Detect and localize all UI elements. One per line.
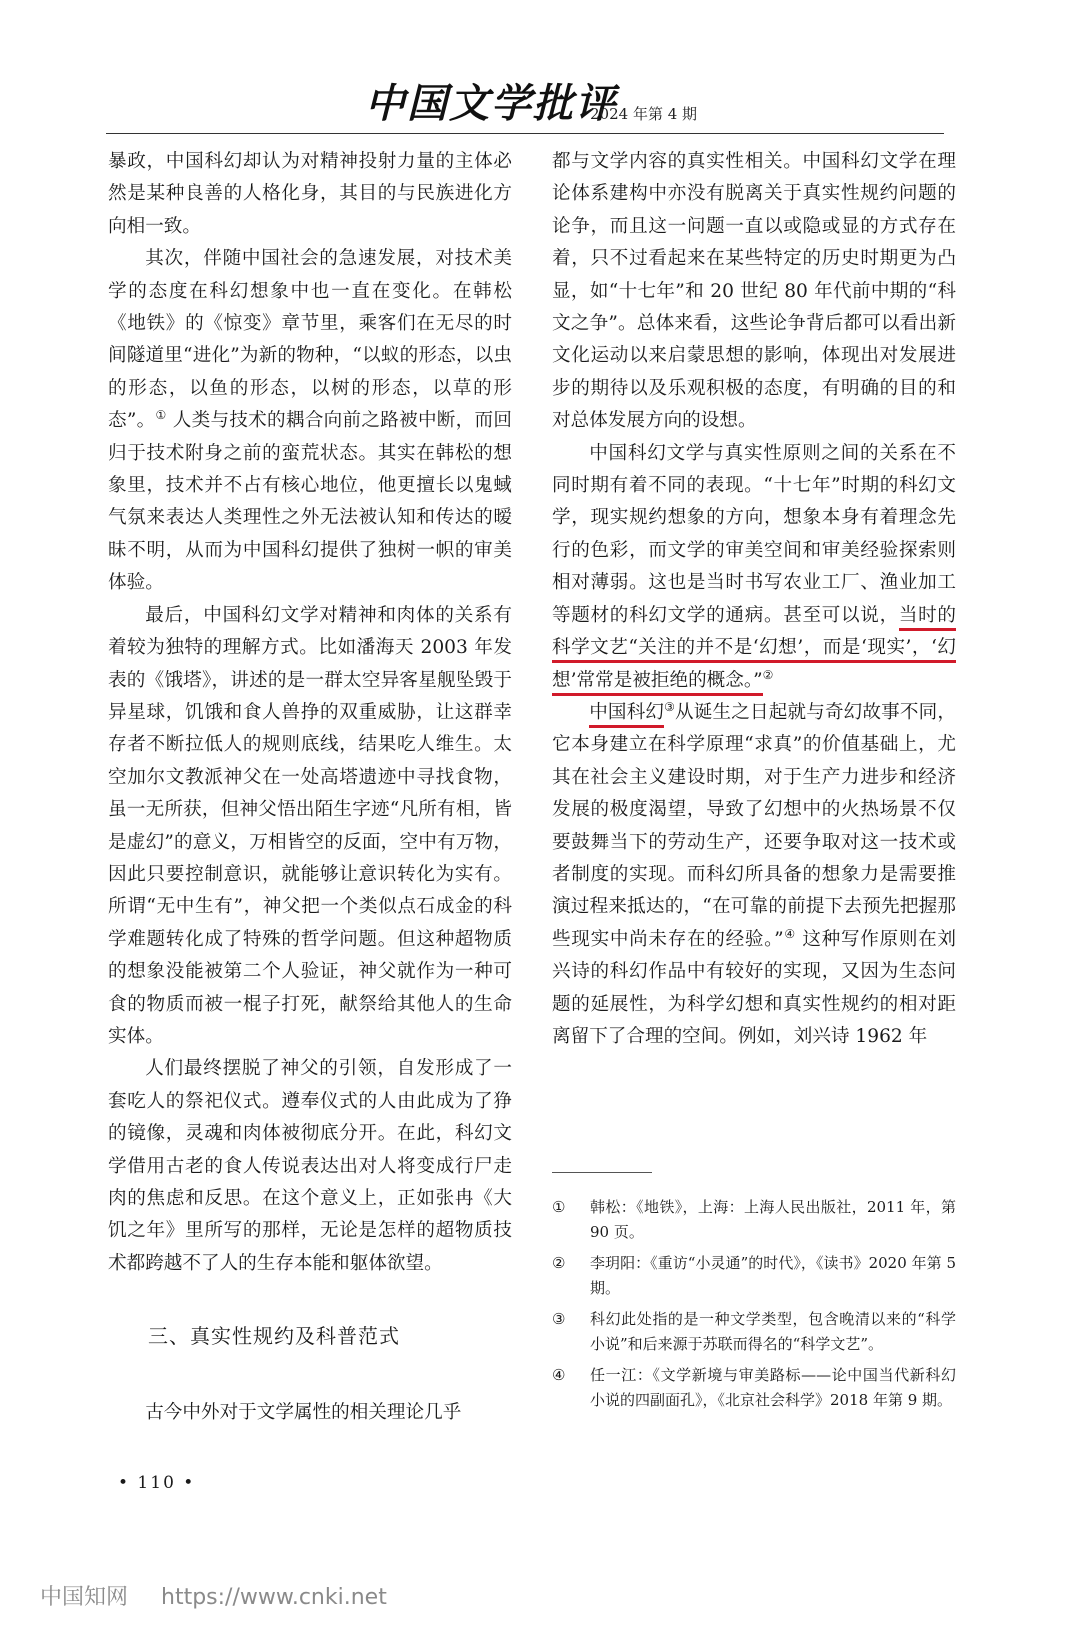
- footnote-text: 李玥阳：《重访“小灵通”的时代》，《读书》2020 年第 5 期。: [590, 1254, 956, 1297]
- footnote-text: 科幻此处指的是一种文学类型，包含晚清以来的“科学小说”和后来源于苏联而得名的“科学文艺”。: [590, 1310, 956, 1353]
- footnotes: [552, 1195, 956, 1419]
- footnote-text: 任一江：《文学新境与审美路标——论中国当代新科幻小说的四副面孔》，《北京社会科学》2018 年第 9 期。: [590, 1366, 956, 1409]
- right-column: [552, 146, 956, 1053]
- cnki-watermark: [40, 1580, 413, 1611]
- paragraph: 中国科幻③从诞生之日起就与奇幻故事不同，它本身建立在科学原理“求真”的价值基础上，尤其在社会主义建设时期，对于生产力进步和经济发展的极度渴望，导致了幻想中的火热场景不仅要鼓舞当下的劳动生产，还要争取对这一技术或者制度的实现。而科幻所具备的想象力是需要推演过程来抵达的，“在可靠的前提下去预先把握那些现实中尚未存在的经验。”④ 这种写作原则在刘兴诗的科幻作品中有较好的实现，又因为生态问题的延展性，为科学幻想和真实性规约的相对距离留下了合理的空间。例如，刘兴诗 1962 年: [552, 699, 956, 1047]
- paragraph: 最后，中国科幻文学对精神和肉体的关系有着较为独特的理解方式。比如潘海天 2003 年发表的《饿塔》，讲述的是一群太空异客星舰坠毁于异星球，饥饿和食人兽挣的双重威胁，让这群幸存者不断拉低人的规则底线，结果吃人维生。太空加尔文教派神父在一处高塔遗迹中寻找食物，虽一无所获，但神父悟出陌生字迹“凡所有相，皆是虚幻”的意义，万相皆空的反面，空中有万物，因此只要控制意识，就能够让意识转化为实有。所谓“无中生有”，神父把一个类似点石成金的科学难题转化成了特殊的哲学问题。但这种超物质的想象没能被第二个人验证，神父就作为一种可食的物质而被一棍子打死，献祭给其他人的生命实体。: [108, 604, 512, 1047]
- page-header: [0, 0, 1080, 150]
- footnote-text: 韩松：《地铁》，上海：上海人民出版社，2011 年，第 90 页。: [590, 1198, 956, 1241]
- watermark-brand: 中国知网: [40, 1585, 129, 1610]
- paragraph: 中国科幻文学与真实性原则之间的关系在不同时期有着不同的表现。“十七年”时期的科幻文学，现实规约想象的方向，想象本身有着理念先行的色彩，而文学的审美空间和审美经验探索则相对薄弱。这也是当时书写农业工厂、渔业加工等题材的科幻文学的通病。甚至可以说，当时的科学文艺“关注的并不是‘幻想’，而是‘现实’，‘幻想’常常是被拒绝的概念。”②: [552, 438, 956, 697]
- issue-label: 2024 年第 4 期: [590, 105, 698, 123]
- footnote-number: ③: [552, 1310, 566, 1328]
- footnote: [552, 1307, 956, 1357]
- highlighted-quote: 当时的科学文艺“关注的并不是‘幻想’，而是‘现实’，‘幻想’常常是被拒绝的概念。”: [552, 605, 956, 696]
- paragraph: 人们最终摆脱了神父的引领，自发形成了一套吃人的祭祀仪式。遵奉仪式的人由此成为了狰的镜像，灵魂和肉体被彻底分开。在此，科幻文学借用古老的食人传说表达出对人将变成行尸走肉的焦虑和反思。在这个意义上，正如张冉《大饥之年》里所写的那样，无论是怎样的超物质技术都跨越不了人的生存本能和躯体欲望。: [108, 1058, 512, 1274]
- section-heading: 三、真实性规约及科普范式: [148, 1324, 400, 1349]
- footnote-ref[interactable]: ①: [155, 408, 167, 423]
- footnote-ref[interactable]: ④: [783, 926, 796, 941]
- footnote-ref[interactable]: ③: [664, 699, 676, 714]
- highlighted-term: 中国科幻: [589, 702, 664, 728]
- footnote: [552, 1363, 956, 1413]
- journal-logo: 中国文学批评: [365, 80, 617, 127]
- footnote-number: ①: [552, 1198, 566, 1216]
- footnote-rule: [552, 1172, 652, 1173]
- footnote: [552, 1251, 956, 1301]
- footnote: [552, 1195, 956, 1245]
- footnote-number: ②: [552, 1254, 566, 1272]
- footnote-number: ④: [552, 1366, 566, 1384]
- watermark-url[interactable]: https://www.cnki.net: [161, 1585, 387, 1610]
- footnote-ref[interactable]: ②: [762, 667, 774, 682]
- header-rule: [106, 133, 944, 134]
- page-number: • 110 •: [118, 1473, 196, 1493]
- paragraph: 都与文学内容的真实性相关。中国科幻文学在理论体系建构中亦没有脱离关于真实性规约问题的论争，而且这一问题一直以或隐或显的方式存在着，只不过看起来在某些特定的历史时期更为凸显，如“十七年”和 20 世纪 80 年代前中期的“科文之争”。总体来看，这些论争背后都可以看出新文化运动以来启蒙思想的影响，体现出对发展进步的期待以及乐观积极的态度，有明确的目的和对总体发展方向的设想。: [552, 151, 956, 432]
- paragraph: 古今中外对于文学属性的相关理论几乎: [145, 1401, 462, 1423]
- paragraph: 暴政，中国科幻却认为对精神投射力量的主体必然是某种良善的人格化身，其目的与民族进化方向相一致。: [108, 151, 512, 237]
- paragraph: 其次，伴随中国社会的急速发展，对技术美学的态度在科幻想象中也一直在变化。在韩松《地铁》的《惊变》章节里，乘客们在无尽的时间隧道里“进化”为新的物种，“以蚁的形态，以虫的形态，以鱼的形态，以树的形态，以草的形态”。① 人类与技术的耦合向前之路被中断，而回归于技术附身之前的蛮荒状态。其实在韩松的想象里，技术并不占有核心地位，他更擅长以鬼蜮气氛来表达人类理性之外无法被认知和传达的暧昧不明，从而为中国科幻提供了独树一帜的审美体验。: [108, 248, 512, 594]
- left-column: [108, 146, 512, 1429]
